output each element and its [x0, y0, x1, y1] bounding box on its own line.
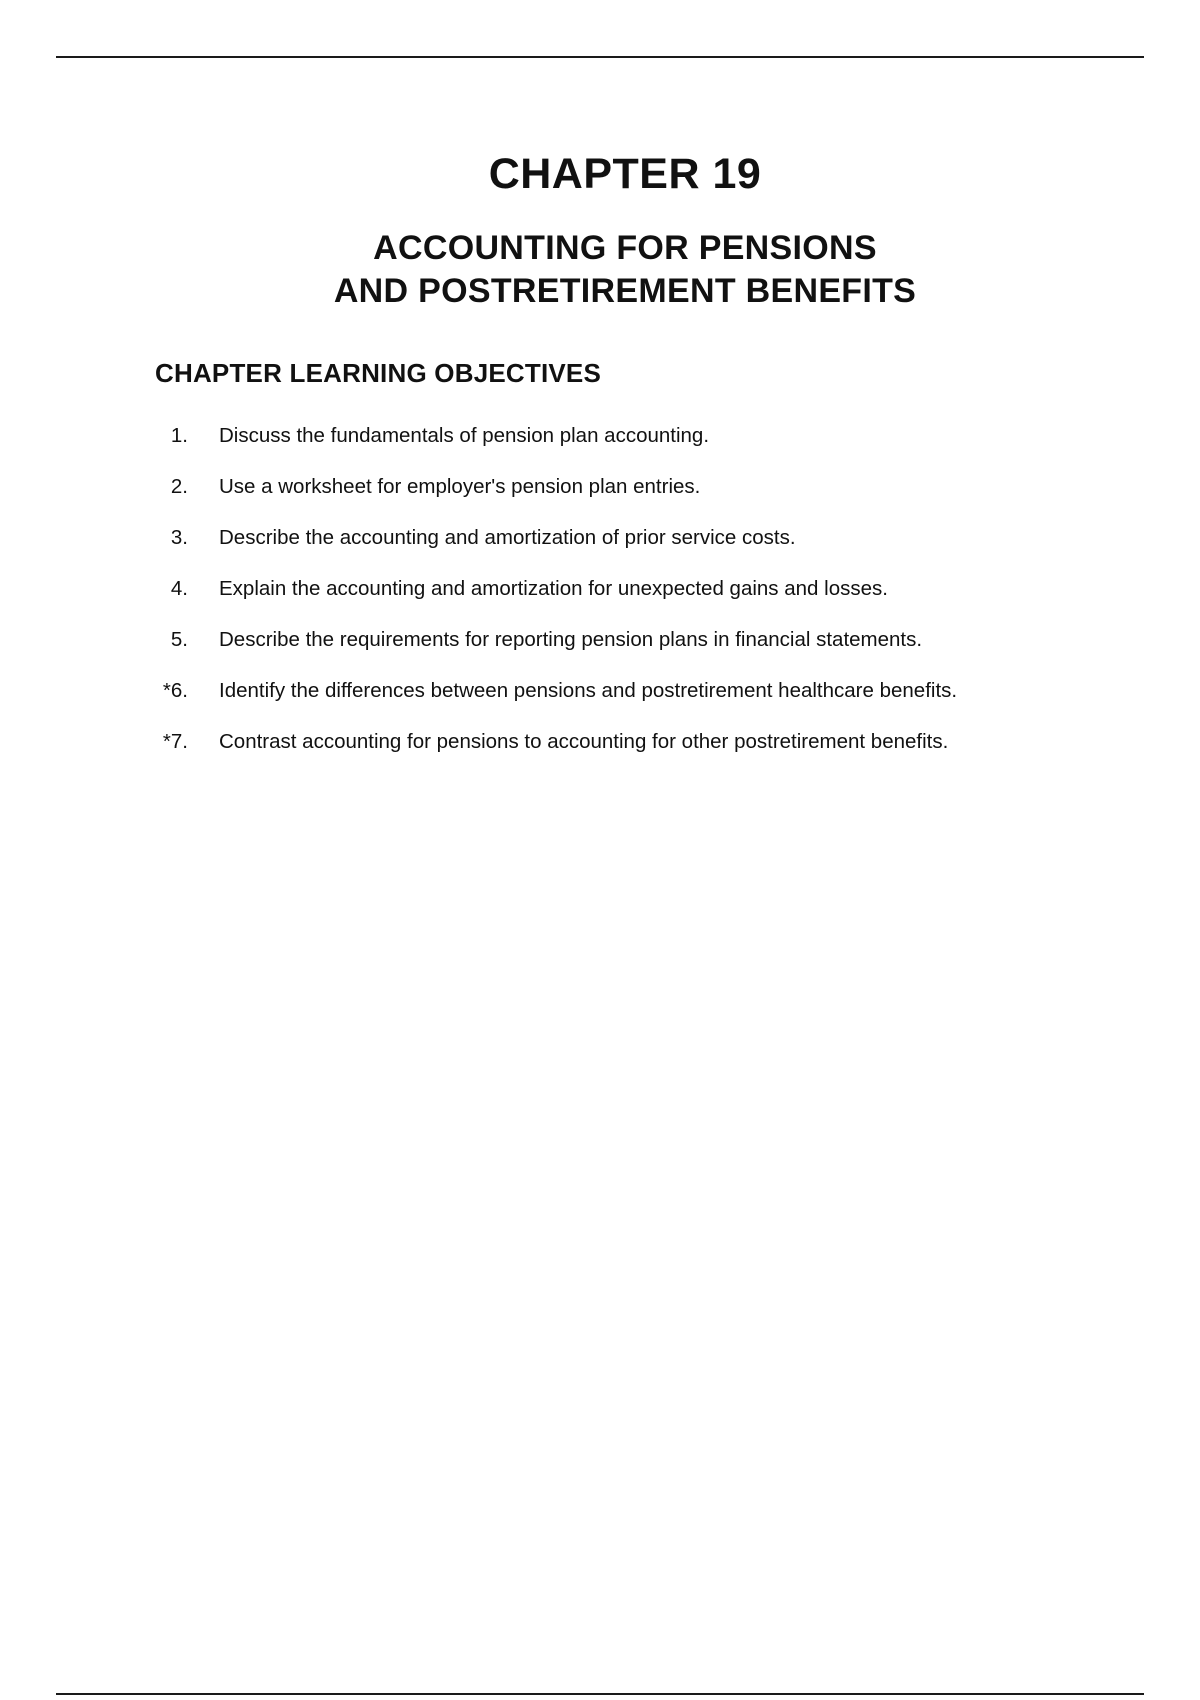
objective-text: Explain the accounting and amortization for unexpected gains and losses. [219, 577, 888, 600]
objective-item [150, 571, 1110, 622]
objective-text: Describe the requirements for reporting pension plans in financial statements. [219, 628, 923, 651]
objective-item [150, 520, 1110, 571]
objective-text: Identify the differences between pensions and postretirement healthcare benefits. [219, 679, 958, 702]
chapter-number: CHAPTER 19 [488, 150, 762, 198]
objective-item [150, 622, 1110, 673]
learning-objectives-heading: CHAPTER LEARNING OBJECTIVES [155, 358, 602, 388]
top-rule [56, 56, 1144, 58]
learning-objectives-list [150, 418, 1110, 775]
chapter-title-line-2: AND POSTRETIREMENT BENEFITS [333, 272, 917, 310]
objective-number: 2. [170, 475, 188, 498]
objective-number: *7. [162, 730, 188, 753]
objective-item [150, 469, 1110, 520]
objective-text: Describe the accounting and amortization of prior service costs. [219, 526, 796, 549]
objective-number: 1. [170, 424, 188, 447]
objective-number: *6. [162, 679, 188, 702]
objective-number: 3. [170, 526, 188, 549]
objective-text: Discuss the fundamentals of pension plan accounting. [219, 424, 710, 447]
objective-text: Use a worksheet for employer's pension plan entries. [219, 475, 701, 498]
chapter-title-line-1: ACCOUNTING FOR PENSIONS [373, 229, 877, 267]
objective-item [150, 724, 1110, 775]
objective-number: 4. [170, 577, 188, 600]
objective-text: Contrast accounting for pensions to accounting for other postretirement benefits. [219, 730, 949, 753]
bottom-rule [56, 1693, 1144, 1695]
objective-number: 5. [170, 628, 188, 651]
chapter-title [0, 227, 1200, 313]
objective-item [150, 673, 1110, 724]
objective-item [150, 418, 1110, 469]
